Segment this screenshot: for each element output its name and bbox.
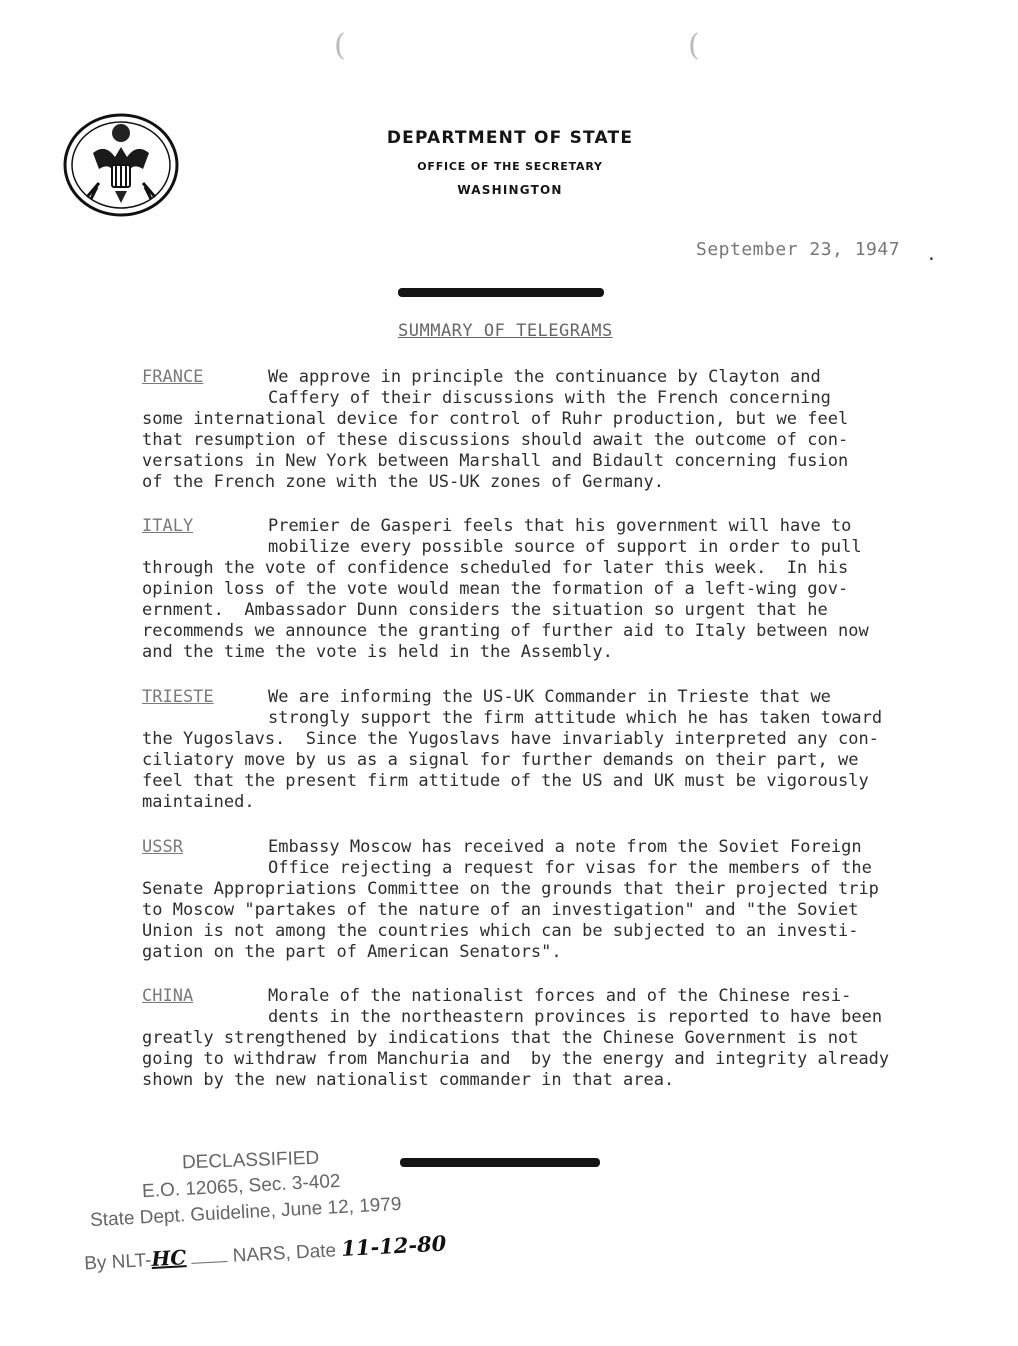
section-line: that resumption of these discussions should await the outcome of con- [142,430,849,450]
section-line: feel that the present firm attitude of the US and UK must be vigorously [142,771,869,791]
section-label: ITALY [142,516,194,536]
section-line: Office rejecting a request for visas for the members of the [268,858,872,878]
office-subtitle: OFFICE OF THE SECRETARY [417,160,603,173]
section-line: and the time the vote is held in the Assembly. [142,642,613,662]
section-label: TRIESTE [142,687,214,707]
section-line: ciliatory move by us as a signal for further demands on their part, we [142,750,859,770]
punch-mark-right: ( [688,28,700,63]
declassified-stamp-title: DECLASSIFIED [181,1147,320,1174]
section-line: mobilize every possible source of support in order to pull [268,537,862,557]
section-line: We are informing the US-UK Commander in Trieste that we [268,687,831,707]
section-line: going to withdraw from Manchuria and by the energy and integrity already [142,1049,890,1069]
document-date: September 23, 1947 [696,239,901,260]
section-line: strongly support the firm attitude which he has taken toward [268,708,883,728]
section-line: Embassy Moscow has received a note from the Soviet Foreign [268,837,862,857]
department-title: DEPARTMENT OF STATE [386,128,634,148]
stray-mark: . [926,244,937,265]
section-line: shown by the new nationalist commander in that area. [142,1070,675,1090]
section-line: to Moscow "partakes of the nature of an investigation" and "the Soviet [142,900,859,920]
section-line: We approve in principle the continuance by Clayton and [268,367,821,387]
section-line: opinion loss of the vote would mean the formation of a left-wing gov- [142,579,849,599]
section-line: gation on the part of American Senators". [142,942,562,962]
section-line: Caffery of their discussions with the French concerning [268,388,831,408]
section-line: dents in the northeastern provinces is reported to have been [268,1007,883,1027]
section-line: Morale of the nationalist forces and of the Chinese resi- [268,986,852,1006]
section-line: the Yugoslavs. Since the Yugoslavs have invariably interpreted any con- [142,729,879,749]
section-line: Union is not among the countries which can be subjected to an investi- [142,921,859,941]
nars-date: 11-12-80 [340,1230,447,1261]
by-label: By NLT- [83,1249,153,1275]
section-line: greatly strengthened by indications that the Chinese Government is not [142,1028,859,1048]
section-line: maintained. [142,792,255,812]
redaction-bar-bottom [400,1158,600,1167]
punch-mark-left: ( [334,28,346,63]
section-line: of the French zone with the US-UK zones of Germany. [142,472,664,492]
section-line: ernment. Ambassador Dunn considers the situation so urgent that he [142,600,828,620]
declassified-stamp-guideline: State Dept. Guideline, June 12, 1979 [89,1193,402,1232]
section-line: some international device for control of Ruhr production, but we feel [142,409,849,429]
city-subtitle: WASHINGTON [457,183,563,197]
section-label: USSR [142,837,183,857]
section-label: CHINA [142,986,194,1006]
section-label: FRANCE [142,367,204,387]
section-line: Premier de Gasperi feels that his government will have to [268,516,852,536]
section-line: recommends we announce the granting of further aid to Italy between now [142,621,869,641]
declassified-stamp-eo: E.O. 12065, Sec. 3-402 [141,1170,341,1203]
redaction-bar-top [398,288,604,297]
section-line: versations in New York between Marshall and Bidault concerning fusion [142,451,849,471]
declassified-stamp-by [84,1231,447,1276]
section-line: through the vote of confidence scheduled for later this week. In his [142,558,849,578]
by-initials: HC [150,1245,187,1271]
nars-label: NARS, Date [232,1240,337,1267]
section-line: Senate Appropriations Committee on the grounds that their projected trip [142,879,879,899]
document-title: SUMMARY OF TELEGRAMS [398,321,613,341]
great-seal-icon [63,113,179,217]
